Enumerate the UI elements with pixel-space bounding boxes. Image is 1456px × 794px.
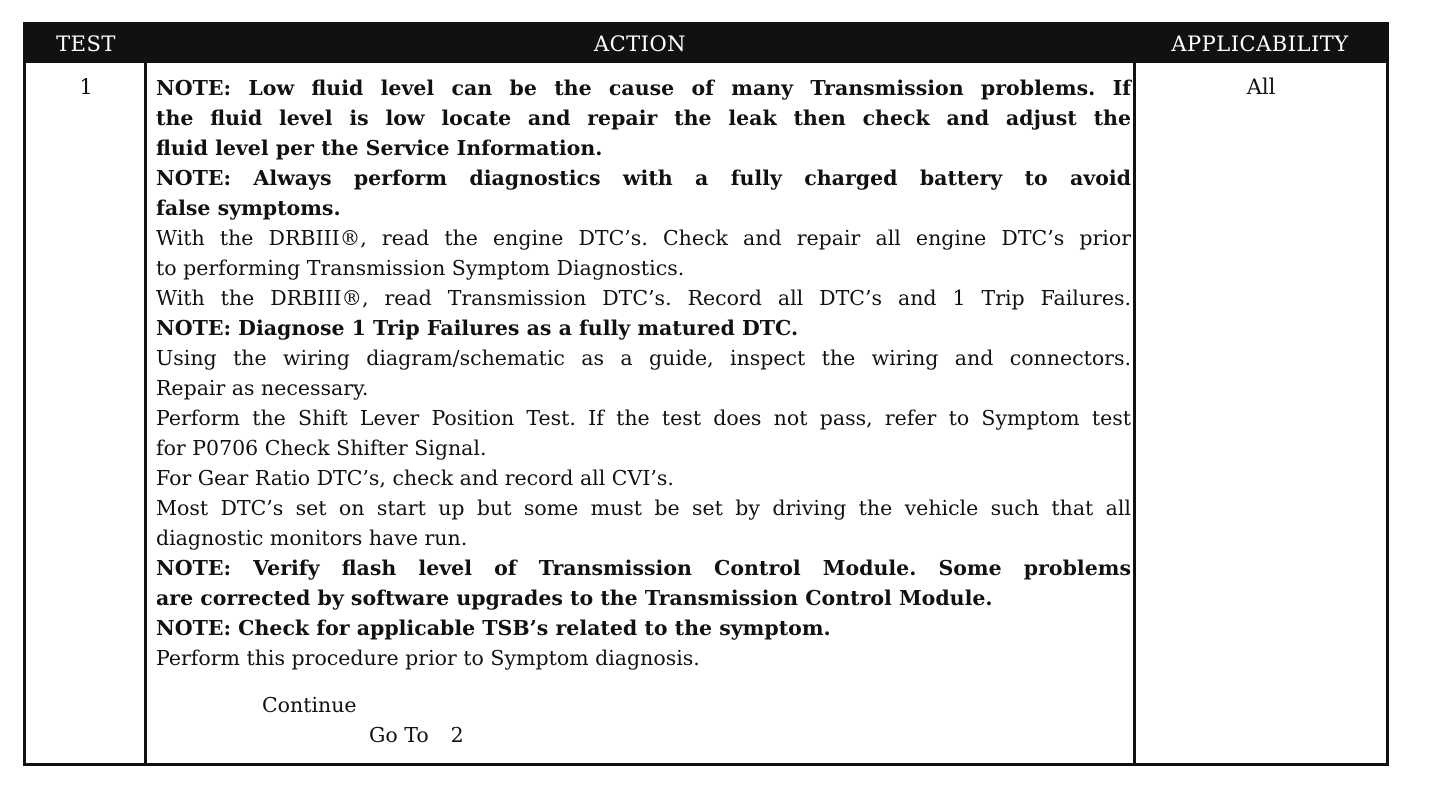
instruction-line: Perform this procedure prior to Symptom diagnosis. <box>156 646 700 670</box>
goto-instruction <box>369 723 464 747</box>
note-line: NOTE: Verify flash level of Transmission Control Module. Some problems <box>156 556 1131 580</box>
column-divider-test <box>144 63 147 763</box>
note-line: the fluid level is low locate and repair the leak then check and adjust the <box>156 106 1131 130</box>
action-text <box>156 73 1131 673</box>
goto-label: Go To <box>369 723 429 747</box>
note-line: fluid level per the Service Information. <box>156 136 603 160</box>
instruction-line: With the DRBIII®, read Transmission DTC’s. Record all DTC’s and 1 Trip Failures. <box>156 286 1131 310</box>
table-header <box>26 25 1386 63</box>
header-test: TEST <box>56 32 116 56</box>
note-line: false symptoms. <box>156 196 341 220</box>
instruction-line: Most DTC’s set on start up but some must be set by driving the vehicle such that all <box>156 496 1131 520</box>
instruction-line: for P0706 Check Shifter Signal. <box>156 436 487 460</box>
header-action: ACTION <box>593 32 687 56</box>
continue-label: Continue <box>262 693 357 717</box>
header-applicability: APPLICABILITY <box>1171 32 1349 56</box>
instruction-line: Using the wiring diagram/schematic as a guide, inspect the wiring and connectors. <box>156 346 1131 370</box>
note-line: NOTE: Check for applicable TSB’s related to the symptom. <box>156 616 831 640</box>
instruction-line: For Gear Ratio DTC’s, check and record all CVI’s. <box>156 466 674 490</box>
instruction-line: diagnostic monitors have run. <box>156 526 468 550</box>
instruction-line: With the DRBIII®, read the engine DTC’s. Check and repair all engine DTC’s prior <box>156 226 1131 250</box>
note-line: NOTE: Diagnose 1 Trip Failures as a fully matured DTC. <box>156 316 799 340</box>
test-number: 1 <box>79 75 93 99</box>
note-line: are corrected by software upgrades to the Transmission Control Module. <box>156 586 993 610</box>
goto-target: 2 <box>450 723 464 747</box>
note-line: NOTE: Low fluid level can be the cause of many Transmission problems. If <box>156 76 1131 100</box>
instruction-line: Repair as necessary. <box>156 376 369 400</box>
applicability-value: All <box>1246 75 1276 99</box>
note-line: NOTE: Always perform diagnostics with a fully charged battery to avoid <box>156 166 1131 190</box>
column-divider-applicability <box>1133 63 1136 763</box>
instruction-line: to performing Transmission Symptom Diagnostics. <box>156 256 685 280</box>
diagnostic-table <box>23 22 1389 766</box>
instruction-line: Perform the Shift Lever Position Test. If the test does not pass, refer to Symptom test <box>156 406 1131 430</box>
